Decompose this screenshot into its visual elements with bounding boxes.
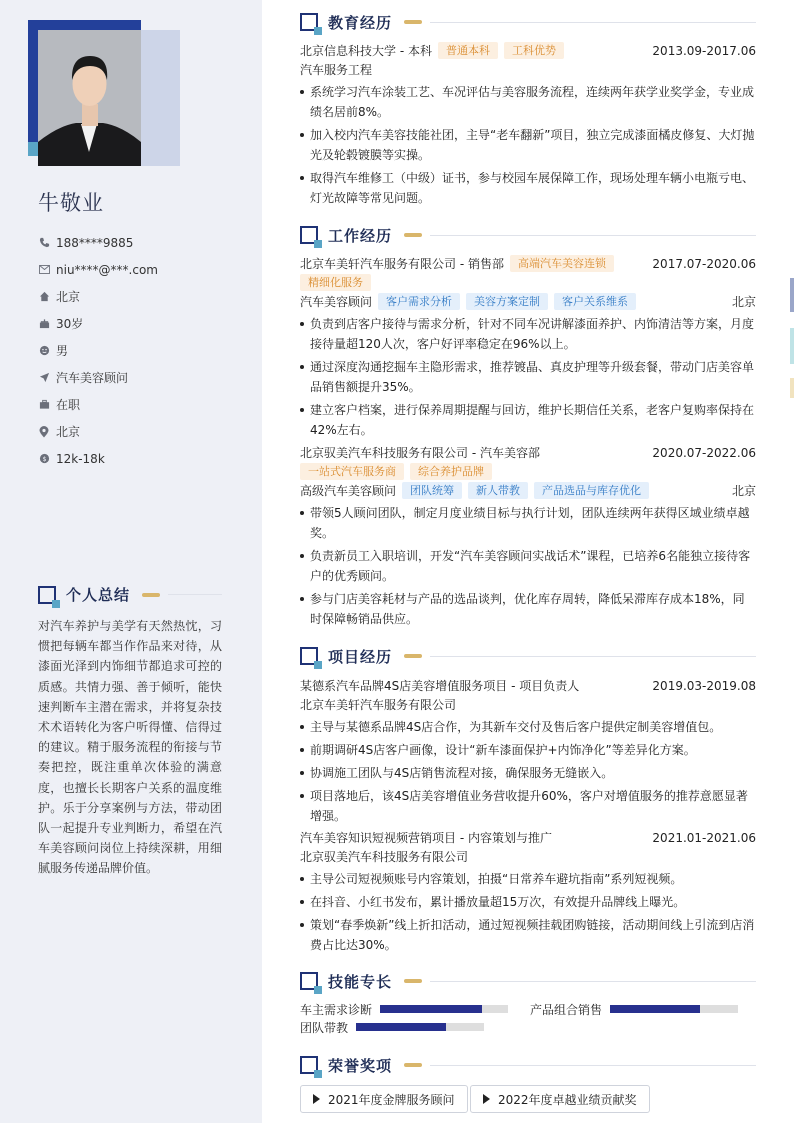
info-position: [38, 364, 158, 391]
education-tag: 工科优势: [504, 42, 564, 59]
list-item: 建立客户档案，进行保养周期提醒与回访，维护长期信任关系，老客户复购率保持在42%左右。: [300, 400, 756, 440]
candidate-name: 牛敬业: [38, 191, 104, 215]
info-email: [38, 256, 158, 283]
info-phone: [38, 229, 158, 256]
position-icon: [38, 372, 50, 384]
job-date: 2017.07-2020.06: [652, 256, 756, 271]
skill-name: 产品组合销售: [530, 1002, 603, 1017]
list-item: 参与门店美容耗材与产品的选品谈判，优化库存周转，降低呆滞库存成本18%，同时保障畅销品供应。: [300, 589, 756, 629]
list-item: 带领5人顾问团队，制定月度业绩目标与执行计划，团队连续两年获得区域业绩卓越奖。: [300, 503, 756, 543]
project-bullets: [300, 869, 756, 955]
skill-bar: [610, 1005, 738, 1013]
role-tag: 团队统筹: [402, 482, 462, 499]
role-tag: 客户需求分析: [378, 293, 460, 310]
award-badge: [470, 1085, 650, 1113]
skill-name: 团队带教: [300, 1020, 349, 1035]
project-name: 汽车美容知识短视频营销项目 - 内容策划与推广: [300, 831, 552, 845]
job-date: 2020.07-2022.06: [652, 445, 756, 460]
skills-header: [300, 970, 756, 992]
skill-item: [530, 1000, 738, 1018]
list-item: 取得汽车维修工（中级）证书，参与校园车展保障工作，现场处理车辆小电瓶亏电、灯光故障等常见问题。: [300, 168, 756, 208]
education-tag: 普通本科: [438, 42, 498, 59]
home-icon: [38, 291, 50, 303]
info-text: 男: [56, 344, 69, 358]
info-text: 30岁: [56, 317, 84, 331]
summary-text: 对汽车养护与美学有天然热忱，习惯把每辆车都当作作品来对待，从漆面光泽到内饰细节都追求可控的质感。共情力强、善于倾听，能快速判断车主潜在需求，并将复杂技术术语转化为客户听得懂、信得过的建议。精于服务流程的衔接与节奏把控，既注重单次体验的满意度，也擅长长期客户关系的温度维护。乐于分享案例与方法，带动团队一起提升专业判断力，希望在汽车美容顾问岗位上持续深耕，用细腻服务传递品牌价值。: [38, 619, 222, 876]
section-square-icon: [300, 226, 318, 244]
list-item: 系统学习汽车涂装工艺、车况评估与美容服务流程，连续两年获学业奖学金，专业成绩名居前8%。: [300, 82, 756, 122]
list-item: 策划“春季焕新”线上折扣活动，通过短视频挂载团购链接，活动期间线上引流到店消费占比达30%。: [300, 915, 756, 955]
company-tag: 一站式汽车服务商: [300, 463, 404, 480]
job-city: 北京: [731, 295, 756, 309]
job-city: 北京: [731, 484, 756, 498]
summary-title: 个人总结: [66, 586, 131, 604]
info-text: 北京: [56, 425, 81, 439]
job-bullets: [300, 314, 756, 440]
education-header: [300, 11, 756, 33]
list-item: 负责新员工入职培训，开发“汽车美容顾问实战话术”课程，已培养6名能独立接待客户的优秀顾问。: [300, 546, 756, 586]
list-item: 加入校内汽车美容技能社团，主导“老车翻新”项目，独立完成漆面橘皮修复、大灯抛光及轮毂镀膜等实操。: [300, 125, 756, 165]
company-tag: 综合养护品牌: [410, 463, 492, 480]
projects-header: [300, 645, 756, 667]
award-text: 2022年度卓越业绩贡献奖: [498, 1092, 637, 1107]
list-item: 负责到店客户接待与需求分析，针对不同车况讲解漆面养护、内饰清洁等方案，月度接待量超120人次，客户好评率稳定在96%以上。: [300, 314, 756, 354]
skill-bar: [356, 1023, 484, 1031]
info-home: [38, 283, 158, 310]
company-name: 北京驭美汽车科技服务有限公司 - 汽车美容部: [300, 446, 540, 460]
summary-header: [38, 584, 222, 605]
education-entry: [300, 41, 756, 208]
job-role: 高级汽车美容顾问: [300, 484, 397, 498]
project-org: 北京驭美汽车科技服务有限公司: [300, 850, 469, 864]
project-bullets: [300, 717, 756, 826]
job-bullets: [300, 503, 756, 629]
list-item: 协调施工团队与4S店销售流程对接，确保服务无缝嵌入。: [300, 763, 756, 783]
award-text: 2021年度金牌服务顾问: [328, 1092, 455, 1107]
info-status: [38, 391, 158, 418]
section-square-icon: [300, 1056, 318, 1074]
education-date: 2013.09-2017.06: [652, 43, 756, 58]
education-title: 教育经历: [328, 13, 393, 32]
info-text: niu****@***.com: [56, 262, 158, 277]
job-role: 汽车美容顾问: [300, 295, 373, 309]
info-text: 北京: [56, 290, 81, 304]
list-item: 主导与某德系品牌4S店合作，为其新车交付及售后客户提供定制美容增值包。: [300, 717, 756, 737]
project-name: 某德系汽车品牌4S店美容增值服务项目 - 项目负责人: [300, 679, 580, 693]
skill-item: [300, 1018, 484, 1036]
project-entry: [300, 828, 756, 955]
role-tag: 美容方案定制: [466, 293, 548, 310]
awards-header: [300, 1054, 756, 1076]
skill-item: [300, 1000, 508, 1018]
section-square-icon: [38, 586, 56, 604]
status-icon: [38, 399, 50, 411]
award-badge: [300, 1085, 468, 1113]
education-major: 汽车服务工程: [300, 63, 373, 77]
svg-text:$: $: [41, 454, 47, 463]
job-entry: [300, 443, 756, 629]
edge-marker: [790, 278, 794, 312]
role-tag: 新人带教: [468, 482, 528, 499]
section-square-icon: [300, 972, 318, 990]
awards-title: 荣誉奖项: [328, 1056, 393, 1075]
job-entry: [300, 254, 756, 440]
list-item: 前期调研4S店客户画像，设计“新车漆面保护+内饰净化”等差异化方案。: [300, 740, 756, 760]
projects-title: 项目经历: [328, 647, 393, 666]
phone-icon: [38, 237, 50, 249]
work-header: [300, 224, 756, 246]
info-text: 在职: [56, 398, 81, 412]
info-text: 汽车美容顾问: [56, 371, 129, 385]
work-title: 工作经历: [328, 226, 393, 245]
project-org: 北京车美轩汽车服务有限公司: [300, 698, 457, 712]
info-location: [38, 418, 158, 445]
project-date: 2021.01-2021.06: [652, 830, 756, 845]
list-item: 项目落地后，该4S店美容增值业务营收提升60%，客户对增值服务的推荐意愿显著增强。: [300, 786, 756, 826]
school-name: 北京信息科技大学 - 本科: [300, 44, 432, 58]
info-text: 188****9885: [56, 235, 134, 250]
list-item: 在抖音、小红书发布，累计播放量超15万次，有效提升品牌线上曝光。: [300, 892, 756, 912]
sidebar: [0, 0, 262, 1123]
company-tag: 高端汽车美容连锁: [510, 255, 614, 272]
skill-bar: [380, 1005, 508, 1013]
play-icon: [313, 1094, 320, 1104]
info-salary: [38, 445, 158, 472]
edge-marker: [790, 378, 794, 398]
company-tag: 精细化服务: [300, 274, 371, 291]
info-age: [38, 310, 158, 337]
edge-marker: [790, 328, 794, 364]
education-bullets: [300, 82, 756, 208]
section-square-icon: [300, 647, 318, 665]
age-icon: [38, 318, 50, 330]
info-text: 12k-18k: [56, 451, 105, 466]
contact-info-list: [38, 229, 158, 472]
project-entry: [300, 676, 756, 826]
role-tag: 客户关系维系: [554, 293, 636, 310]
salary-icon: [38, 453, 50, 465]
play-icon: [483, 1094, 490, 1104]
skill-name: 车主需求诊断: [300, 1002, 373, 1017]
avatar: [38, 30, 141, 166]
section-square-icon: [300, 13, 318, 31]
project-date: 2019.03-2019.08: [652, 678, 756, 693]
mail-icon: [38, 264, 50, 276]
company-name: 北京车美轩汽车服务有限公司 - 销售部: [300, 257, 504, 271]
info-gender: [38, 337, 158, 364]
skills-title: 技能专长: [328, 972, 393, 991]
location-icon: [38, 426, 50, 438]
gender-icon: [38, 345, 50, 357]
list-item: 通过深度沟通挖掘车主隐形需求，推荐镀晶、真皮护理等升级套餐，带动门店美容单品销售额提升35%。: [300, 357, 756, 397]
role-tag: 产品选品与库存优化: [534, 482, 649, 499]
list-item: 主导公司短视频账号内容策划，拍摄“日常养车避坑指南”系列短视频。: [300, 869, 756, 889]
